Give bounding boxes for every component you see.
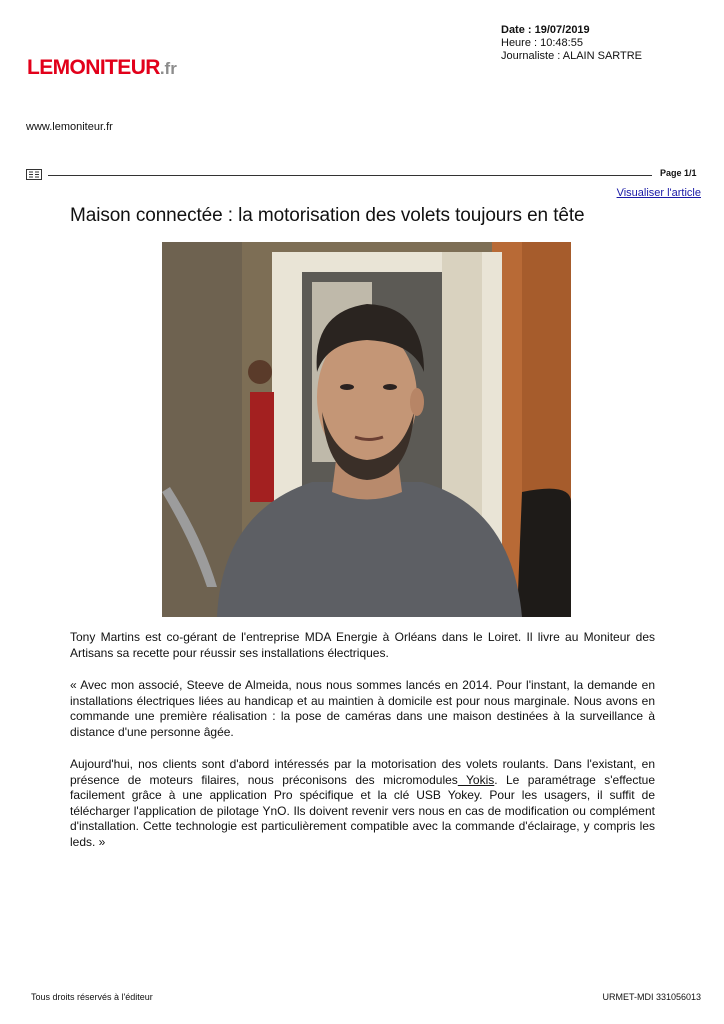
- footer-rights: Tous droits réservés à l'éditeur: [31, 992, 153, 1002]
- article-photo: [162, 242, 571, 617]
- yokis-link[interactable]: Yokis: [457, 772, 495, 787]
- article-meta: [501, 24, 642, 63]
- portrait-illustration: [162, 242, 571, 617]
- paragraph-3-part-2: . Le paramétrage s'effectue facilement grâce à une application Pro spécifique et la clé USB Yokey. Pour les usagers, il suffit de télécharger l'application de pilotage YnO. Ils doivent revenir vers nous en cas de modification ou complément d'installation. Cette technologie est particulièrement compatible avec la commande d'éclairage, y compris les leds. »: [70, 772, 656, 849]
- article-journalist: Journaliste : ALAIN SARTRE: [501, 50, 643, 62]
- article-time: Heure : 10:48:55: [501, 37, 583, 49]
- footer-reference: URMET-MDI 331056013: [602, 992, 701, 1002]
- source-url: www.lemoniteur.fr: [26, 121, 113, 133]
- paragraph-2: « Avec mon associé, Steeve de Almeida, nous nous sommes lancés en 2014. Pour l'instant, la demande en installations électriques liées au handicap et au maintien à domicile est pour nous marginale. Nous avons en commande une première réalisation : la pose de caméras dans une maison destinées à la surveillance à distance d'une personne âgée.: [70, 678, 655, 739]
- view-article-link[interactable]: Visualiser l'article: [616, 187, 701, 199]
- paragraph-3-part-1: Aujourd'hui, nos clients sont d'abord intéressés par la motorisation des volets roulants. Dans l'existant, en présence de moteurs filaires, nous préconisons des micromodules: [70, 757, 655, 787]
- logo-tld: .fr: [159, 59, 177, 78]
- header-divider: [48, 175, 652, 176]
- paragraph-3: [70, 757, 655, 850]
- document-icon: [26, 169, 42, 180]
- publication-logo: [27, 56, 177, 81]
- article-body: [70, 630, 655, 867]
- logo-name: LEMONITEUR: [27, 56, 160, 79]
- article-date: Date : 19/07/2019: [501, 24, 590, 36]
- page-number: Page 1/1: [660, 168, 697, 178]
- paragraph-1: Tony Martins est co-gérant de l'entreprise MDA Energie à Orléans dans le Loiret. Il livre au Moniteur des Artisans sa recette pour réussir ses installations électriques.: [70, 630, 655, 660]
- article-title: Maison connectée : la motorisation des volets toujours en tête: [70, 205, 585, 226]
